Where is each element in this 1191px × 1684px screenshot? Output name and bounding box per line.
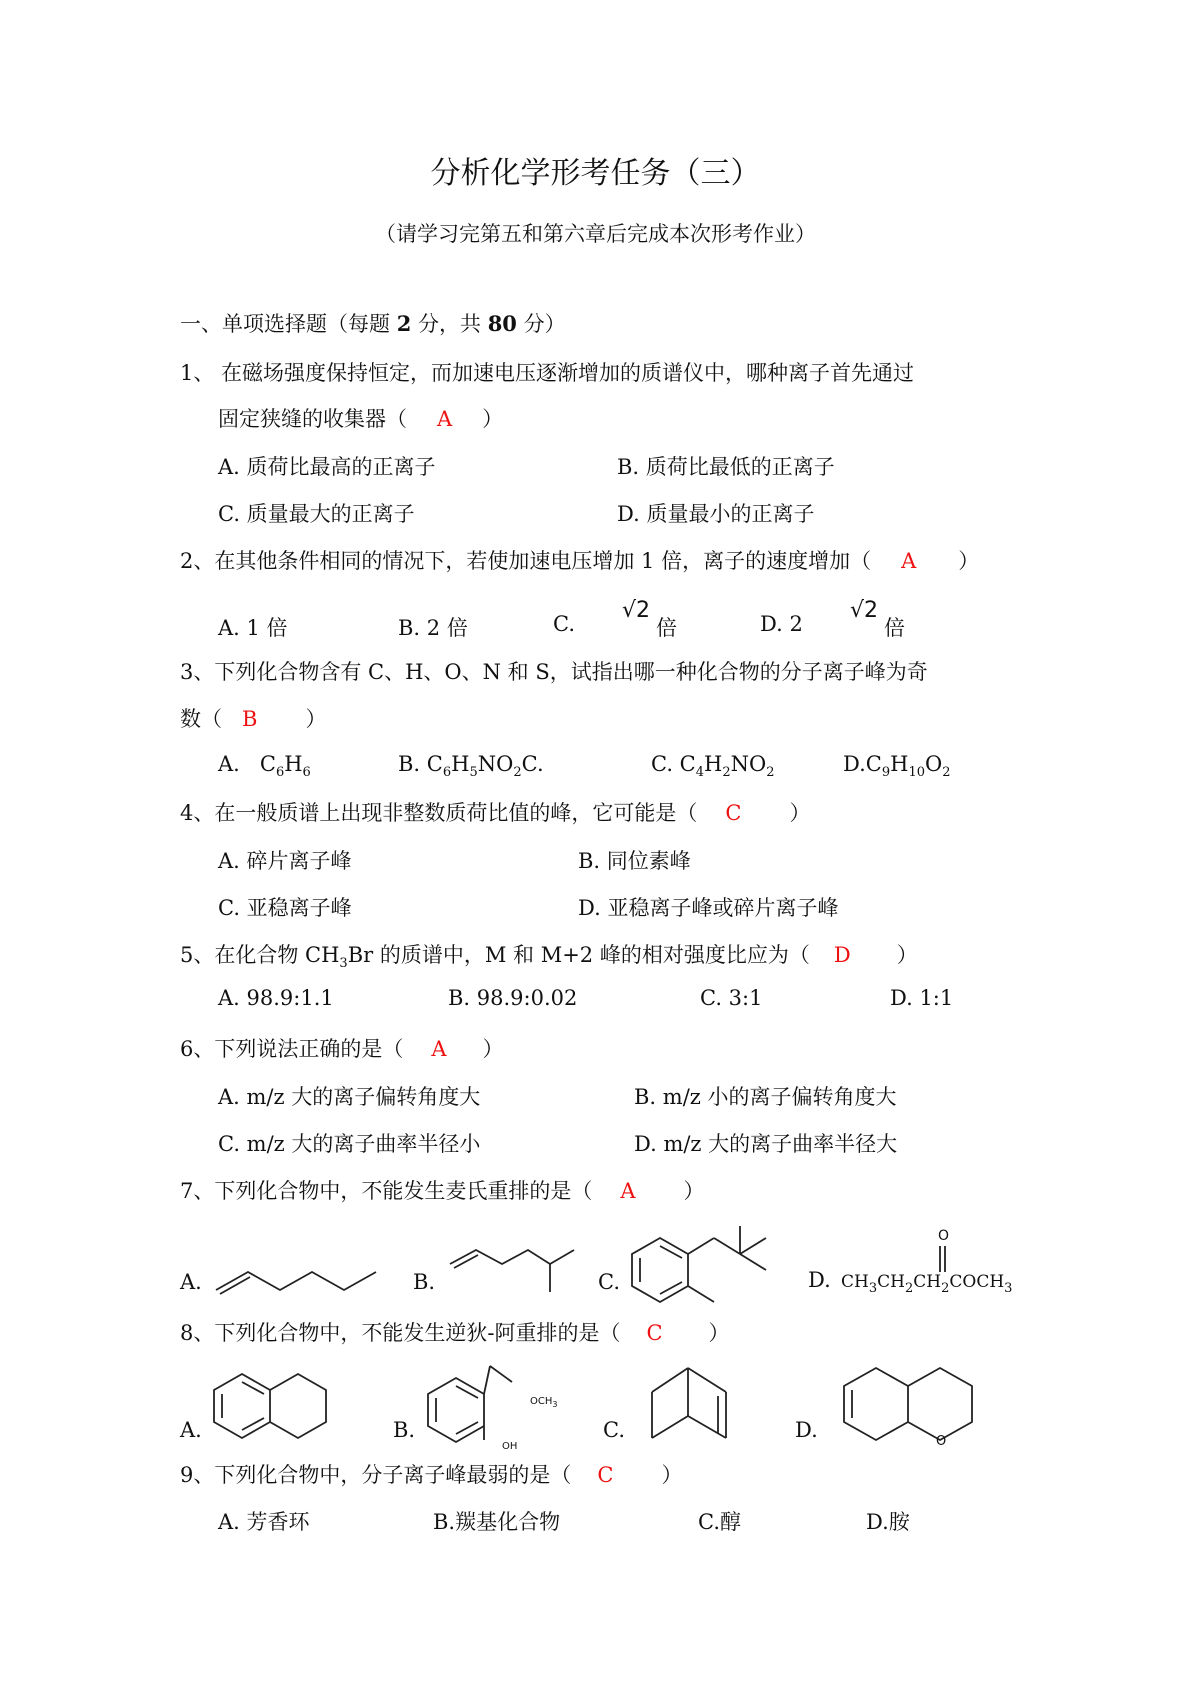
q7-option-d-oxygen: O [938,1228,950,1244]
q9-option-d: D.胺 [866,1510,910,1534]
q9-answer: C [597,1463,614,1487]
q6-option-c: C. m/z 大的离子曲率半径小 [218,1132,481,1156]
q9-option-c: C.醇 [698,1510,741,1534]
q8-option-a-label: A. [180,1418,202,1442]
q5-stem: 5、在化合物 $CH_3Br$ 的质谱中，M 和 M+2 峰的相对强度比应为（ D ） [180,943,918,971]
q7-structure-c [630,1220,780,1310]
q9-option-b: B.羰基化合物 [433,1510,561,1534]
q5-answer: D [833,943,851,967]
q8-structure-a [212,1370,332,1444]
q2-option-c-sqrt: √2 [622,598,651,623]
q1-option-b: B. 质荷比最低的正离子 [617,455,835,479]
q6-option-b: B. m/z 小的离子偏转角度大 [634,1085,897,1109]
q4-option-b: B. 同位素峰 [578,849,691,873]
q4-answer: C [725,801,742,825]
q2-option-b: B. 2 倍 [398,616,468,640]
q7-structure-b [446,1230,576,1296]
q7-structure-a [212,1248,382,1298]
q8-option-c-label: C. [603,1418,625,1442]
q4-option-a: A. 碎片离子峰 [218,849,352,873]
q2-option-c: C. [553,612,575,636]
q7-option-d-label: D. [808,1268,831,1292]
q2-stem: 2、在其他条件相同的情况下，若使加速电压增加 1 倍，离子的速度增加（ A ） [180,549,980,573]
q5-option-a: A. 98.9:1.1 [218,986,334,1010]
q7-stem: 7、下列化合物中，不能发生麦氏重排的是（ A ） [180,1179,705,1203]
q8-option-b-label: B. [393,1418,416,1442]
q5-option-d: D. 1:1 [890,986,954,1010]
q8-structure-d-oxygen: O [936,1434,947,1449]
q1-option-c: C. 质量最大的正离子 [218,502,415,526]
q3-stem-line2: 数（ B ） [180,707,327,731]
q1-stem: 1、 在磁场强度保持恒定，而加速电压逐渐增加的质谱仪中，哪种离子首先通过 [180,361,915,385]
q3-answer: B [242,707,258,731]
q1-stem-line2: 固定狭缝的收集器（ A ） [218,407,504,431]
q3-option-a: A. $C_6H_6$ [218,752,311,780]
q2-option-a: A. 1 倍 [218,616,288,640]
q4-option-c: C. 亚稳离子峰 [218,896,352,920]
q2-option-d: D. 2 [760,612,803,636]
q8-structure-c [648,1360,738,1444]
q8-structure-b [426,1364,516,1444]
q7-answer: A [620,1179,636,1203]
q2-option-d-sqrt: √2 [850,598,879,623]
section-heading: 一、单项选择题（每题 2 分，共 80 分） [180,311,566,336]
q4-stem: 4、在一般质谱上出现非整数质荷比值的峰，它可能是（ C ） [180,801,811,825]
q5-option-b: B. 98.9:0.02 [448,986,578,1010]
q1-option-d: D. 质量最小的正离子 [617,502,815,526]
q3-option-b: B. $C_6H_5NO_2C$. [398,752,544,780]
q2-option-d-unit: 倍 [884,616,905,640]
q2-option-c-unit: 倍 [656,616,677,640]
q8-structure-b-och3: $OCH_3$ [530,1396,558,1409]
q7-structure-d-carbonyl [936,1244,950,1274]
q8-structure-d [842,1352,982,1444]
q3-stem: 3、下列化合物含有 C、H、O、N 和 S，试指出哪一种化合物的分子离子峰为奇 [180,660,928,684]
q7-option-b-label: B. [413,1270,436,1294]
q8-option-d-label: D. [795,1418,818,1442]
q9-option-a: A. 芳香环 [218,1510,310,1534]
q3-option-c: C. $C_4H_2NO_2$ [651,752,775,780]
q6-answer: A [431,1037,447,1061]
q8-answer: C [646,1321,663,1345]
q9-stem: 9、下列化合物中，分子离子峰最弱的是（ C ） [180,1463,683,1487]
q3-option-d: $D.C_9H_{10}O_2$ [843,752,951,780]
q8-stem: 8、下列化合物中，不能发生逆狄-阿重排的是（ C ） [180,1321,730,1345]
page-subtitle: （请学习完第五和第六章后完成本次形考作业） [375,222,816,246]
q1-option-a: A. 质荷比最高的正离子 [218,455,436,479]
q6-option-d: D. m/z 大的离子曲率半径大 [634,1132,898,1156]
q6-option-a: A. m/z 大的离子偏转角度大 [218,1085,481,1109]
q6-stem: 6、下列说法正确的是（ A ） [180,1037,504,1061]
q7-option-a-label: A. [180,1270,202,1294]
q4-option-d: D. 亚稳离子峰或碎片离子峰 [578,896,839,920]
q7-option-c-label: C. [598,1270,620,1294]
page-title: 分析化学形考任务（三） [430,156,761,191]
q7-option-d-formula: $CH_3CH_2CH_2COCH_3$ [841,1272,1013,1296]
q5-option-c: C. 3:1 [700,986,763,1010]
q1-answer: A [437,407,453,431]
q2-answer: A [901,549,917,573]
q8-structure-b-oh: OH [502,1441,518,1452]
